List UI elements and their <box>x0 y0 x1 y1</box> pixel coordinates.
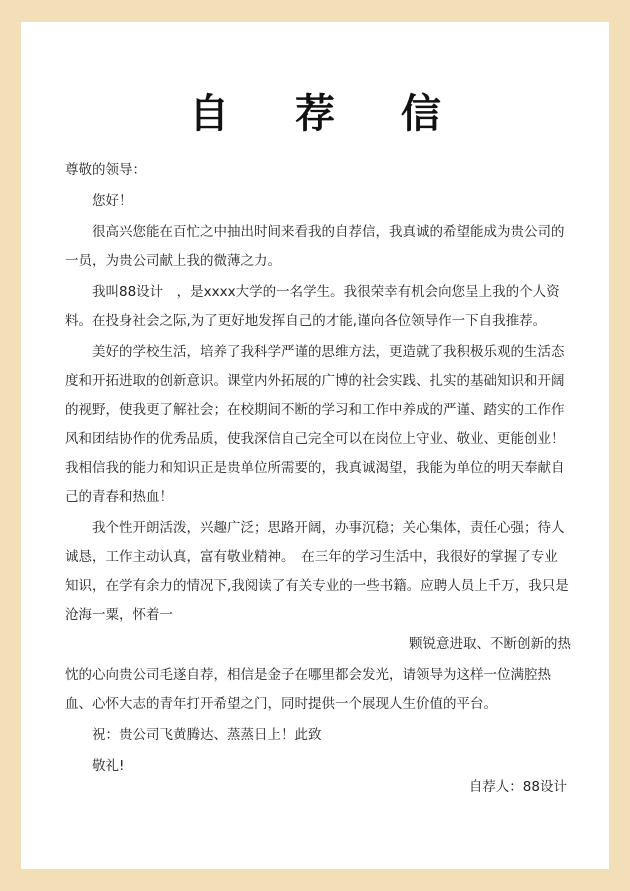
wish-line: 祝：贵公司飞黄腾达、蒸蒸日上！此致 <box>92 727 322 743</box>
salutation: 尊敬的领导： <box>65 162 146 178</box>
paragraph-intro: 很高兴您能在百忙之中抽出时间来看我的自荐信，我真诚的希望能成为贵公司的一员，为贵公司献上我的微薄之力。 <box>65 224 565 269</box>
greeting: 您好！ <box>92 193 133 209</box>
paragraph-personality-right-line: 颗锐意进取、不断创新的热 <box>409 636 571 652</box>
closing-line: 敬礼! <box>92 758 125 774</box>
signature: 自荐人：88设计 <box>468 779 567 795</box>
paragraph-continuation: 忱的心向贵公司毛遂自荐，相信是金子在哪里都会发光，请领导为这样一位满腔热血、心怀大志的青年打开希望之门，同时提供一个展现人生价值的平台。 <box>65 667 551 712</box>
paragraph-self: 我叫88设计 ，是xxxx大学的一名学生。我很荣幸有机会向您呈上我的个人资料。在投身社会之际,为了更好地发挥自己的才能,谨向各位领导作一下自我推荐。 <box>65 284 560 329</box>
letter-body <box>65 156 571 783</box>
paragraph-personality: 我个性开朗活泼，兴趣广泛；思路开阔，办事沉稳；关心集体，责任心强；待人诚恳，工作主动认真，富有敬业精神。 在三年的学习生活中，我很好的掌握了专业知识，在学有余力的情况下,我阅读了有关专业的一些书籍。应聘人员上千万，我只是沧海一粟，怀着一 <box>65 520 569 623</box>
letter-title: 自 荐 信 <box>189 91 467 137</box>
paragraph-school: 美好的学校生活，培养了我科学严谨的思维方法，更造就了我积极乐观的生活态度和开拓进取的创新意识。课堂内外拓展的广博的社会实践、扎实的基础知识和开阔的视野，使我更了解社会；在校期间不断的学习和工作中养成的严谨、踏实的工作作风和团结协作的优秀品质，使我深信自己完全可以在岗位上守业、敬业、更能创业！我相信我的能力和知识正是贵单位所需要的，我真诚渴望，我能为单位的明天奉献自己的青春和热血！ <box>65 344 565 505</box>
letter-sheet <box>21 22 609 869</box>
